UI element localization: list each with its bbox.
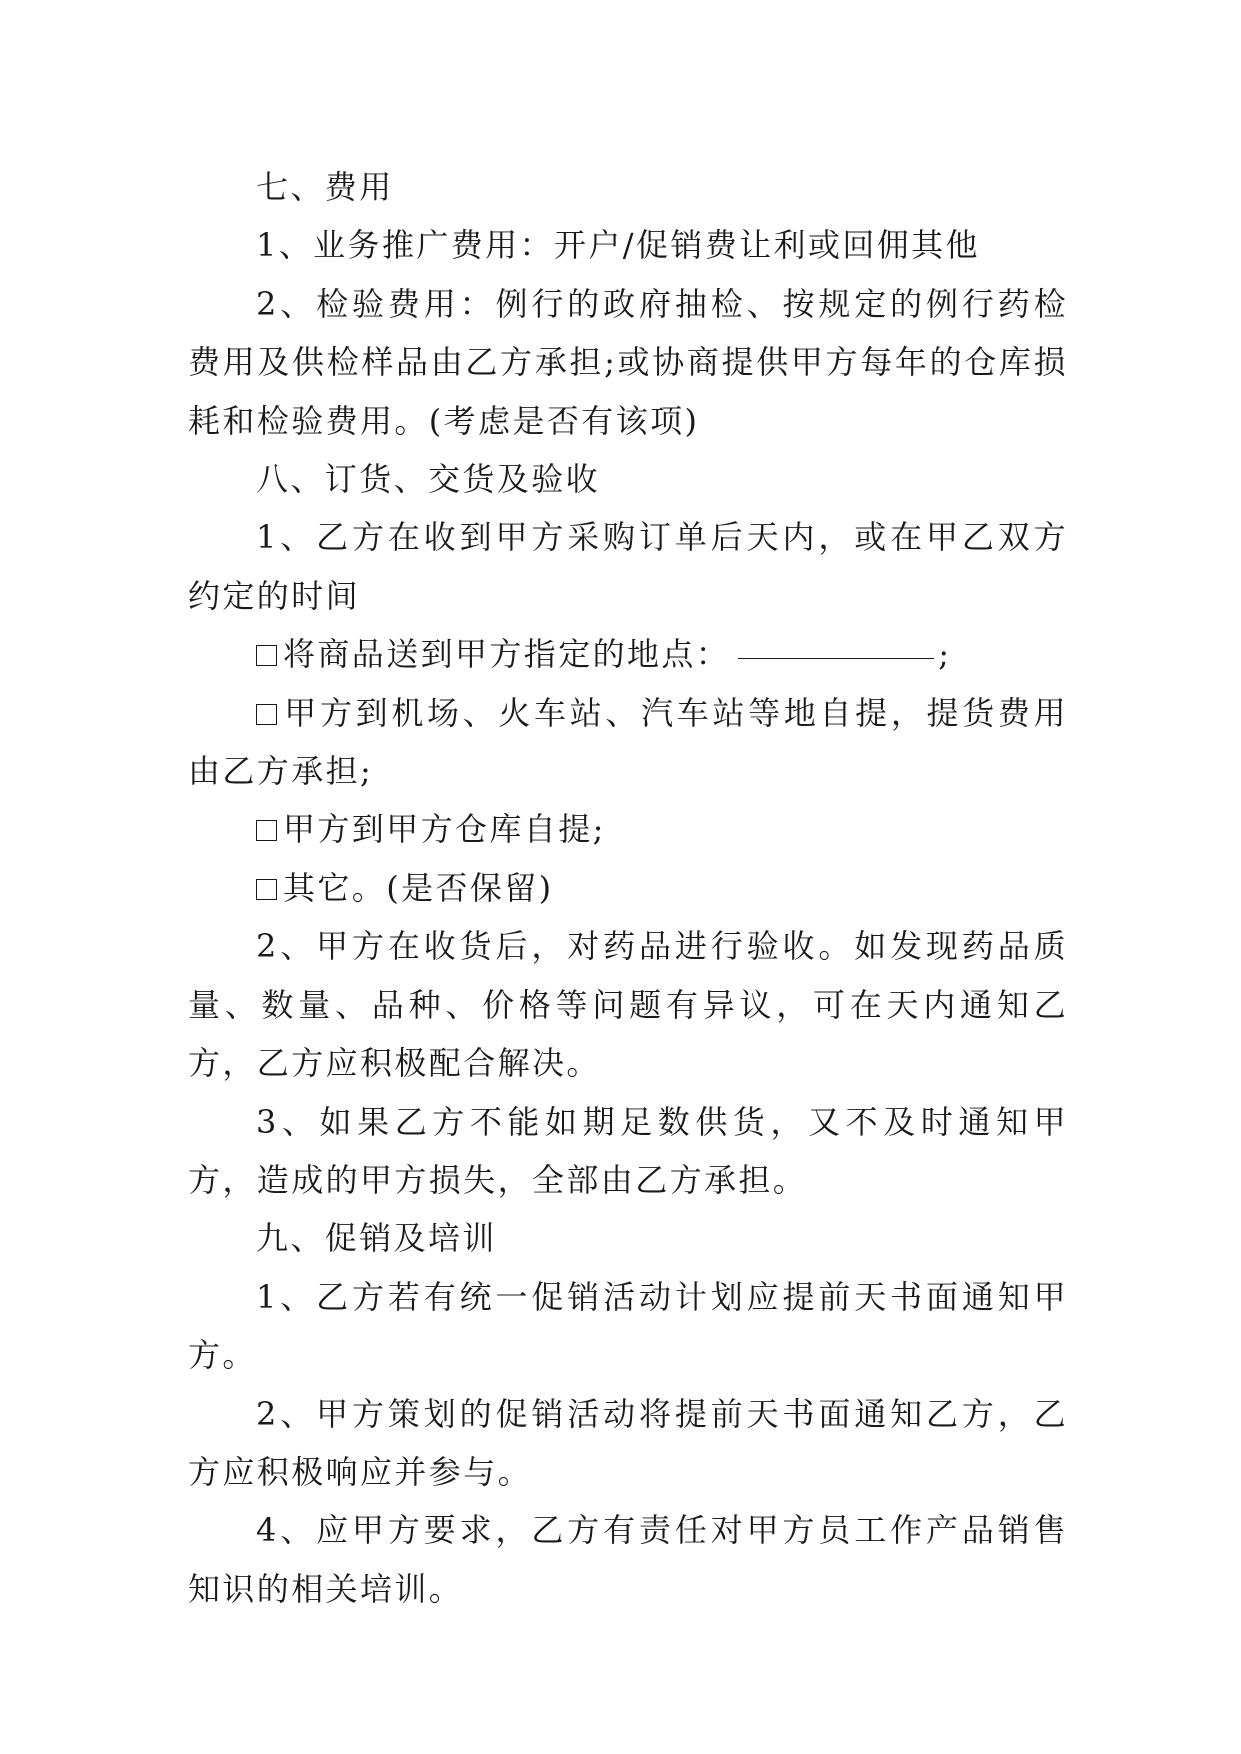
delivery-option-3-label: 甲方到甲方仓库自提; — [283, 810, 606, 849]
ordering-item-2: 2、甲方在收货后，对药品进行验收。如发现药品质量、数量、品种、价格等问题有异议，可在天内通知乙方，乙方应积极配合解决。 — [188, 927, 1068, 1083]
section-heading-fees: 七、费用 — [256, 168, 394, 206]
empty-checkbox-icon[interactable] — [256, 645, 277, 666]
delivery-option-3 — [188, 800, 1068, 858]
fees-item-2: 2、检验费用：例行的政府抽检、按规定的例行药检费用及供检样品由乙方承担;或协商提供甲方每年的仓库损耗和检验费用。(考虑是否有该项) — [188, 284, 1068, 440]
ordering-item-3: 3、如果乙方不能如期足数供货，又不及时通知甲方，造成的甲方损失，全部由乙方承担。 — [188, 1102, 1068, 1199]
empty-checkbox-icon[interactable] — [256, 704, 277, 725]
address-blank-field[interactable] — [738, 658, 934, 659]
delivery-option-1 — [188, 625, 1068, 683]
promotion-item-4: 4、应甲方要求，乙方有责任对甲方员工作产品销售知识的相关培训。 — [188, 1511, 1068, 1608]
promotion-item-2: 2、甲方策划的促销活动将提前天书面通知乙方，乙方应积极响应并参与。 — [188, 1394, 1068, 1491]
section-heading-ordering: 八、订货、交货及验收 — [256, 460, 601, 499]
delivery-option-4-label: 其它。(是否保留) — [283, 868, 554, 907]
ordering-item-1: 1、乙方在收到甲方采购订单后天内，或在甲乙双方约定的时间 — [188, 518, 1068, 615]
delivery-option-1-label: 将商品送到甲方指定的地点： — [283, 635, 731, 674]
delivery-option-1-tail: ; — [938, 635, 952, 674]
document-body — [188, 158, 1068, 1618]
section-heading-promotion: 九、促销及培训 — [256, 1219, 497, 1258]
promotion-item-1: 1、乙方若有统一促销活动计划应提前天书面通知甲方。 — [188, 1277, 1068, 1375]
empty-checkbox-icon[interactable] — [256, 879, 277, 900]
fees-item-1: 1、业务推广费用：开户/促销费让利或回佣其他 — [256, 226, 980, 265]
empty-checkbox-icon[interactable] — [256, 820, 277, 841]
delivery-option-2 — [188, 684, 1068, 801]
delivery-option-2-label: 甲方到机场、火车站、汽车站等地自提，提货费用由乙方承担; — [188, 693, 1068, 791]
delivery-option-4 — [188, 859, 1068, 917]
